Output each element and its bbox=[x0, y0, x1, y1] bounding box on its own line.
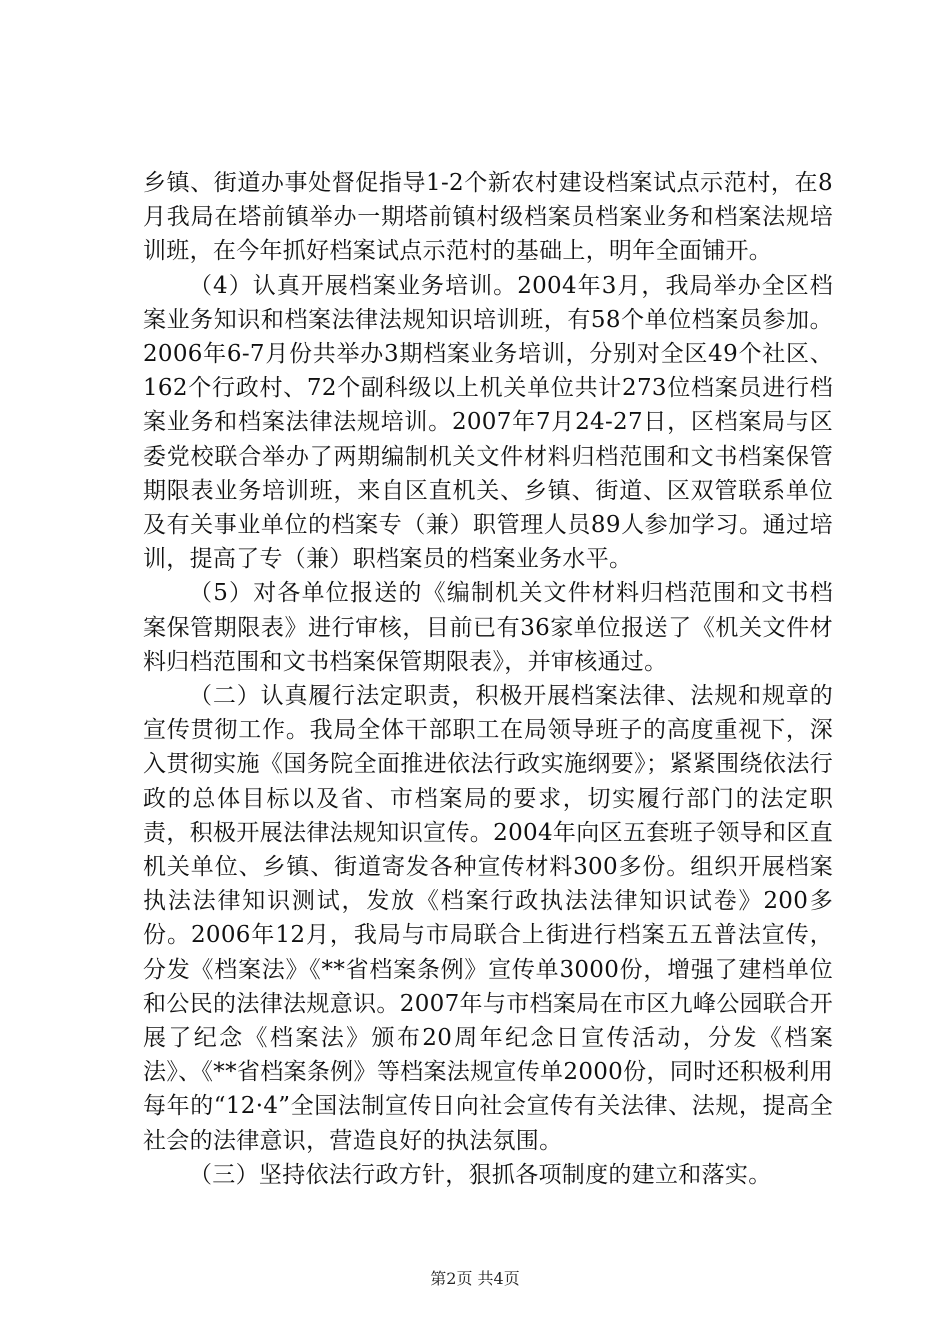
paragraph-legal-publicity: （二）认真履行法定职责，积极开展档案法律、法规和规章的宣传贯彻工作。我局全体干部职工在局领导班子的高度重视下，深入贯彻实施《国务院全面推进依法行政实施纲要》；紧紧围绕依法行政的总体目标以及省、市档案局的要求，切实履行部门的法定职责，积极开展法律法规知识宣传。2004年向区五套班子领导和区直机关单位、乡镇、街道寄发各种宣传材料300多份。组织开展档案执法法律知识测试，发放《档案行政执法法律知识试卷》200多份。2006年12月，我局与市局联合上街进行档案五五普法宣传，分发《档案法》《**省档案条例》宣传单3000份，增强了建档单位和公民的法律法规意识。2007年与市档案局在市区九峰公园联合开展了纪念《档案法》颁布20周年纪念日宣传活动，分发《档案法》、《**省档案条例》等档案法规宣传单2000份，同时还积极利用每年的“12·4”全国法制宣传日向社会宣传有关法律、法规，提高全社会的法律意识，营造良好的执法氛围。 bbox=[143, 683, 833, 1154]
page-footer: 第2页 共4页 bbox=[430, 1269, 520, 1288]
paragraph-continuation: 乡镇、街道办事处督促指导1-2个新农村建设档案试点示范村，在8月我局在塔前镇举办一期塔前镇村级档案员档案业务和档案法规培训班，在今年抓好档案试点示范村的基础上，明年全面铺开。 bbox=[143, 170, 833, 265]
paragraph-training: （4）认真开展档案业务培训。2004年3月，我局举办全区档案业务知识和档案法律法规知识培训班，有58个单位档案员参加。2006年6-7月份共举办3期档案业务培训，分别对全区49个社区、162个行政村、72个副科级以上机关单位共计273位档案员进行档案业务和档案法律法规培训。2007年7月24-27日，区档案局与区委党校联合举办了两期编制机关文件材料归档范围和文书档案保管期限表业务培训班，来自区直机关、乡镇、街道、区双管联系单位及有关事业单位的档案专（兼）职管理人员89人参加学习。通过培训，提高了专（兼）职档案员的档案业务水平。 bbox=[143, 272, 833, 573]
document-body bbox=[143, 166, 833, 1192]
paragraph-administration: （三）坚持依法行政方针，狠抓各项制度的建立和落实。 bbox=[189, 1161, 772, 1188]
paragraph-review: （5）对各单位报送的《编制机关文件材料归档范围和文书档案保管期限表》进行审核，目前已有36家单位报送了《机关文件材料归档范围和文书档案保管期限表》，并审核通过。 bbox=[143, 580, 833, 675]
